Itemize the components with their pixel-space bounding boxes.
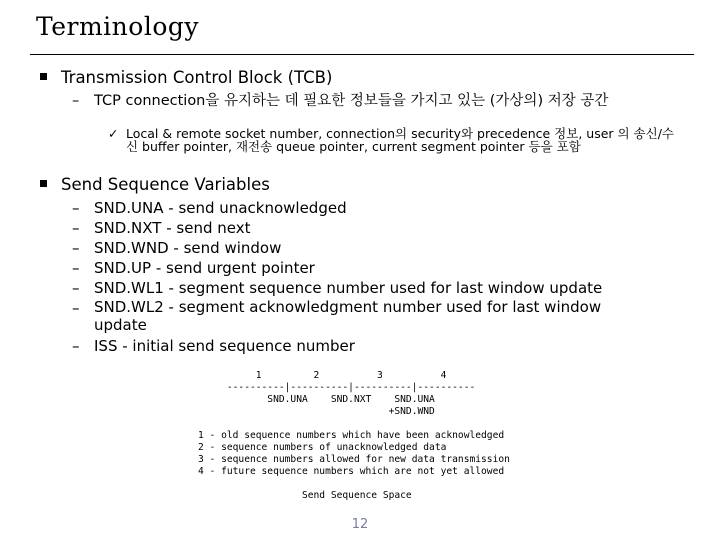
dash-bullet-icon: – bbox=[72, 337, 80, 355]
tcb-heading-item bbox=[40, 68, 332, 87]
diagram-line: 2 - sequence numbers of unacknowledged data bbox=[198, 442, 447, 453]
dash-bullet-icon: – bbox=[72, 199, 80, 217]
tcb-sub-text: TCP connection을 유지하는 데 필요한 정보들을 가지고 있는 (가상의) 저장 공간 bbox=[94, 93, 609, 109]
list-item-text: SND.UNA - send unacknowledged bbox=[94, 199, 347, 217]
tcb-heading: Transmission Control Block (TCB) bbox=[61, 68, 333, 87]
list-item bbox=[72, 218, 672, 238]
list-item bbox=[72, 258, 672, 278]
list-item bbox=[72, 278, 672, 298]
send-vars-heading-item bbox=[40, 175, 270, 194]
dash-bullet-icon: – bbox=[72, 93, 80, 109]
title-divider bbox=[30, 54, 694, 55]
list-item-text: SND.WL2 - segment acknowledgment number used for last window update bbox=[94, 298, 602, 334]
send-sequence-space-diagram bbox=[198, 370, 510, 502]
page-title: Terminology bbox=[36, 12, 200, 41]
dash-bullet-icon: – bbox=[72, 239, 80, 257]
send-vars-heading: Send Sequence Variables bbox=[61, 175, 270, 194]
tcb-detail-item bbox=[108, 127, 683, 153]
list-item-text: SND.UP - send urgent pointer bbox=[94, 259, 315, 277]
list-item bbox=[72, 238, 672, 258]
dash-bullet-icon: – bbox=[72, 259, 80, 277]
tcb-detail-text: Local & remote socket number, connection의 security와 precedence 정보, user 의 송신/수신 buffer pointer, 재전송 queue pointer, current segment pointer 등을 포함 bbox=[126, 126, 674, 154]
list-item-text: SND.WND - send window bbox=[94, 239, 282, 257]
dash-bullet-icon: – bbox=[72, 219, 80, 237]
list-item bbox=[72, 198, 672, 218]
diagram-line: Send Sequence Space bbox=[198, 490, 412, 501]
page-number: 12 bbox=[351, 517, 369, 532]
square-bullet-icon bbox=[40, 73, 47, 80]
tcb-sub-item bbox=[72, 94, 682, 108]
diagram-line: 1 - old sequence numbers which have been acknowledged bbox=[198, 430, 505, 441]
diagram-line: 4 - future sequence numbers which are not yet allowed bbox=[198, 466, 505, 477]
list-item bbox=[72, 298, 632, 334]
diagram-line: ----------|----------|----------|---------- bbox=[198, 382, 476, 393]
send-vars-list bbox=[72, 198, 672, 356]
diagram-line: 3 - sequence numbers allowed for new data transmission bbox=[198, 454, 510, 465]
list-item bbox=[72, 336, 672, 356]
diagram-line: +SND.WND bbox=[198, 406, 435, 417]
list-item-text: SND.WL1 - segment sequence number used for last window update bbox=[94, 279, 603, 297]
dash-bullet-icon: – bbox=[72, 299, 80, 317]
dash-bullet-icon: – bbox=[72, 279, 80, 297]
checkmark-icon: ✓ bbox=[108, 126, 119, 141]
list-item-text: SND.NXT - send next bbox=[94, 219, 251, 237]
diagram-line: SND.UNA SND.NXT SND.UNA bbox=[198, 394, 435, 405]
square-bullet-icon bbox=[40, 180, 47, 187]
diagram-line: 1 2 3 4 bbox=[198, 370, 447, 381]
list-item-text: ISS - initial send sequence number bbox=[94, 337, 355, 355]
